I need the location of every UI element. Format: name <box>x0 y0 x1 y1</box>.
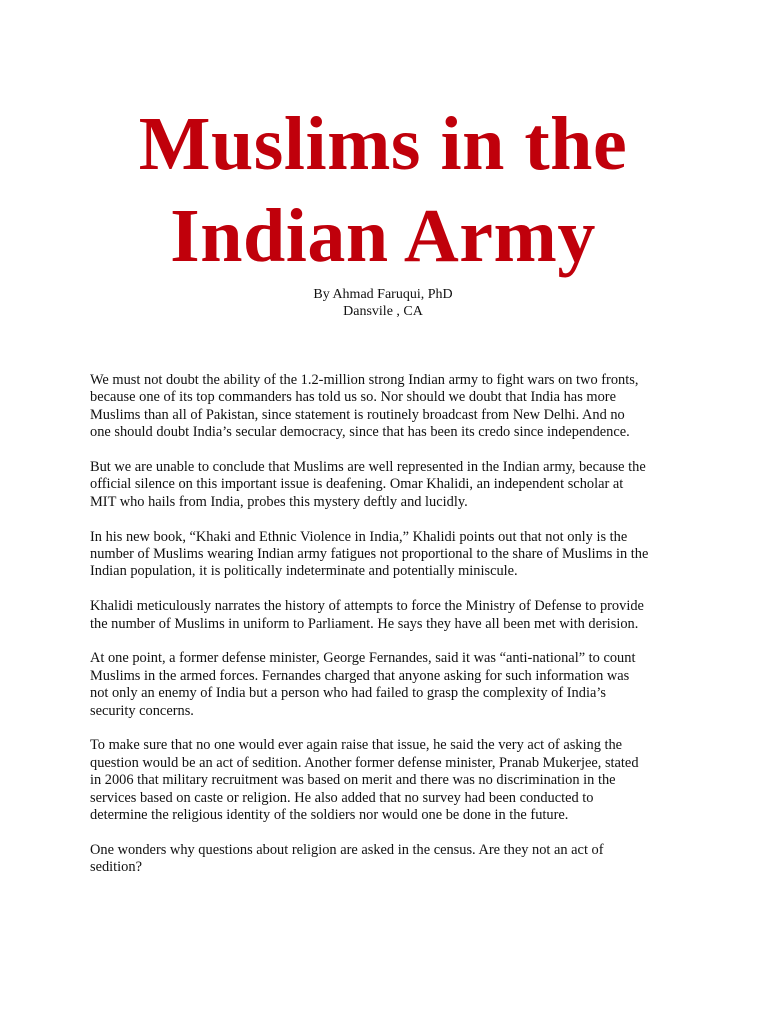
author-location: Dansvile , CA <box>343 304 423 319</box>
paragraph <box>90 650 676 720</box>
byline <box>90 286 676 320</box>
paragraph-line: But we are unable to conclude that Muslims are well represented in the Indian army, because the <box>90 459 646 476</box>
paragraph-line: At one point, a former defense minister, George Fernandes, said it was “anti-national” to count <box>90 650 636 667</box>
title-line-1: Muslims in the <box>138 102 628 186</box>
paragraph-line: MIT who hails from India, probes this mystery deftly and lucidly. <box>90 493 468 510</box>
paragraph-line: Khalidi meticulously narrates the history of attempts to force the Ministry of Defense to provide <box>90 598 644 615</box>
paragraph-line: question would be an act of sedition. Another former defense minister, Pranab Mukerjee, stated <box>90 754 639 771</box>
paragraph <box>90 529 676 581</box>
paragraph <box>90 372 676 442</box>
paragraph-line: One wonders why questions about religion are asked in the census. Are they not an act of <box>90 841 604 858</box>
paragraph-line: not only an enemy of India but a person who had failed to grasp the complexity of India’s <box>90 685 606 702</box>
paragraph-line: sedition? <box>90 859 142 876</box>
paragraph-line: security concerns. <box>90 702 194 719</box>
paragraph-line: services based on caste or religion. He also added that no survey had been conducted to <box>90 789 594 806</box>
title-line-2: Indian Army <box>170 194 596 278</box>
paragraph-line: Muslims than all of Pakistan, since statement is routinely broadcast from New Delhi. And no <box>90 406 625 423</box>
paragraph-line: To make sure that no one would ever again raise that issue, he said the very act of asking the <box>90 737 623 754</box>
paragraph <box>90 842 676 877</box>
paragraph-line: official silence on this important issue is deafening. Omar Khalidi, an independent scholar at <box>90 476 624 493</box>
paragraph <box>90 737 676 824</box>
author-name: By Ahmad Faruqui, PhD <box>313 287 453 302</box>
document-title <box>90 98 676 282</box>
paragraph <box>90 459 676 511</box>
paragraph-line: one should doubt India’s secular democracy, since that has been its credo since independence. <box>90 424 630 441</box>
paragraph <box>90 598 676 633</box>
article-body <box>90 372 676 877</box>
paragraph-line: determine the religious identity of the soldiers nor would one be done in the future. <box>90 807 569 824</box>
paragraph-line: the number of Muslims in uniform to Parliament. He says they have all been met with derision. <box>90 615 639 632</box>
paragraph-line: Indian population, it is politically indeterminate and potentially miniscule. <box>90 563 518 580</box>
paragraph-line: We must not doubt the ability of the 1.2-million strong Indian army to fight wars on two fronts, <box>90 372 639 388</box>
paragraph-line: in 2006 that military recruitment was based on merit and there was no discrimination in the <box>90 772 616 789</box>
paragraph-line: In his new book, “Khaki and Ethnic Violence in India,” Khalidi points out that not only is the <box>90 528 628 545</box>
paragraph-line: because one of its top commanders has told us so. Nor should we doubt that India has more <box>90 389 616 406</box>
paragraph-line: Muslims in the armed forces. Fernandes charged that anyone asking for such information was <box>90 667 630 684</box>
paragraph-line: number of Muslims wearing Indian army fatigues not proportional to the share of Muslims in the <box>90 546 649 563</box>
